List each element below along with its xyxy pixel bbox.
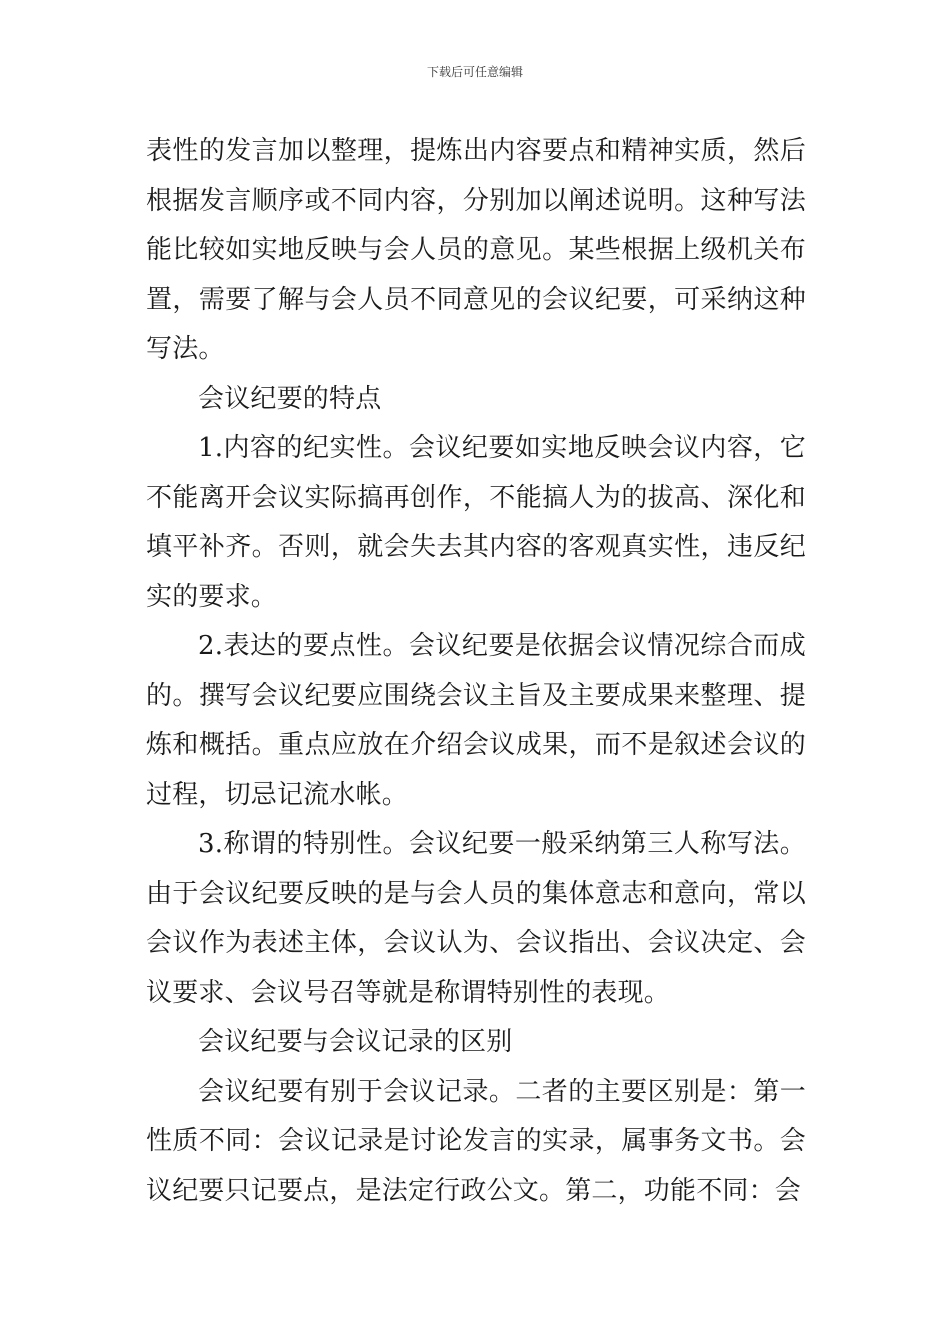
paragraph-point-1: 1.内容的纪实性。会议纪要如实地反映会议内容，它不能离开会议实际搞再创作，不能搞人为的拔高、深化和填平补齐。否则，就会失去其内容的客观真实性，违反纪实的要求。 — [146, 433, 806, 612]
paragraph-differences: 会议纪要有别于会议记录。二者的主要区别是：第一性质不同：会议记录是讨论发言的实录，属事务文书。会议纪要只记要点，是法定行政公文。第二，功能不同：会 — [146, 1076, 806, 1206]
paragraph-continuation: 表性的发言加以整理，提炼出内容要点和精神实质，然后根据发言顺序或不同内容，分别加以阐述说明。这种写法能比较如实地反映与会人员的意见。某些根据上级机关布置，需要了解与会人员不同意见的会议纪要，可采纳这种写法。 — [146, 136, 806, 364]
document-body — [146, 127, 806, 1216]
section-heading-differences: 会议纪要与会议记录的区别 — [198, 1027, 513, 1057]
section-heading-features: 会议纪要的特点 — [198, 383, 382, 414]
paragraph-point-2: 2.表达的要点性。会议纪要是依据会议情况综合而成的。撰写会议纪要应围绕会议主旨及主要成果来整理、提炼和概括。重点应放在介绍会议成果，而不是叙述会议的过程，切忌记流水帐。 — [146, 631, 806, 810]
page-header: 下载后可任意编辑 — [426, 65, 523, 79]
paragraph-point-3: 3.称谓的特别性。会议纪要一般采纳第三人称写法。由于会议纪要反映的是与会人员的集体意志和意向，常以会议作为表述主体，会议认为、会议指出、会议决定、会议要求、会议号召等就是称谓特别性的表现。 — [146, 829, 806, 1008]
